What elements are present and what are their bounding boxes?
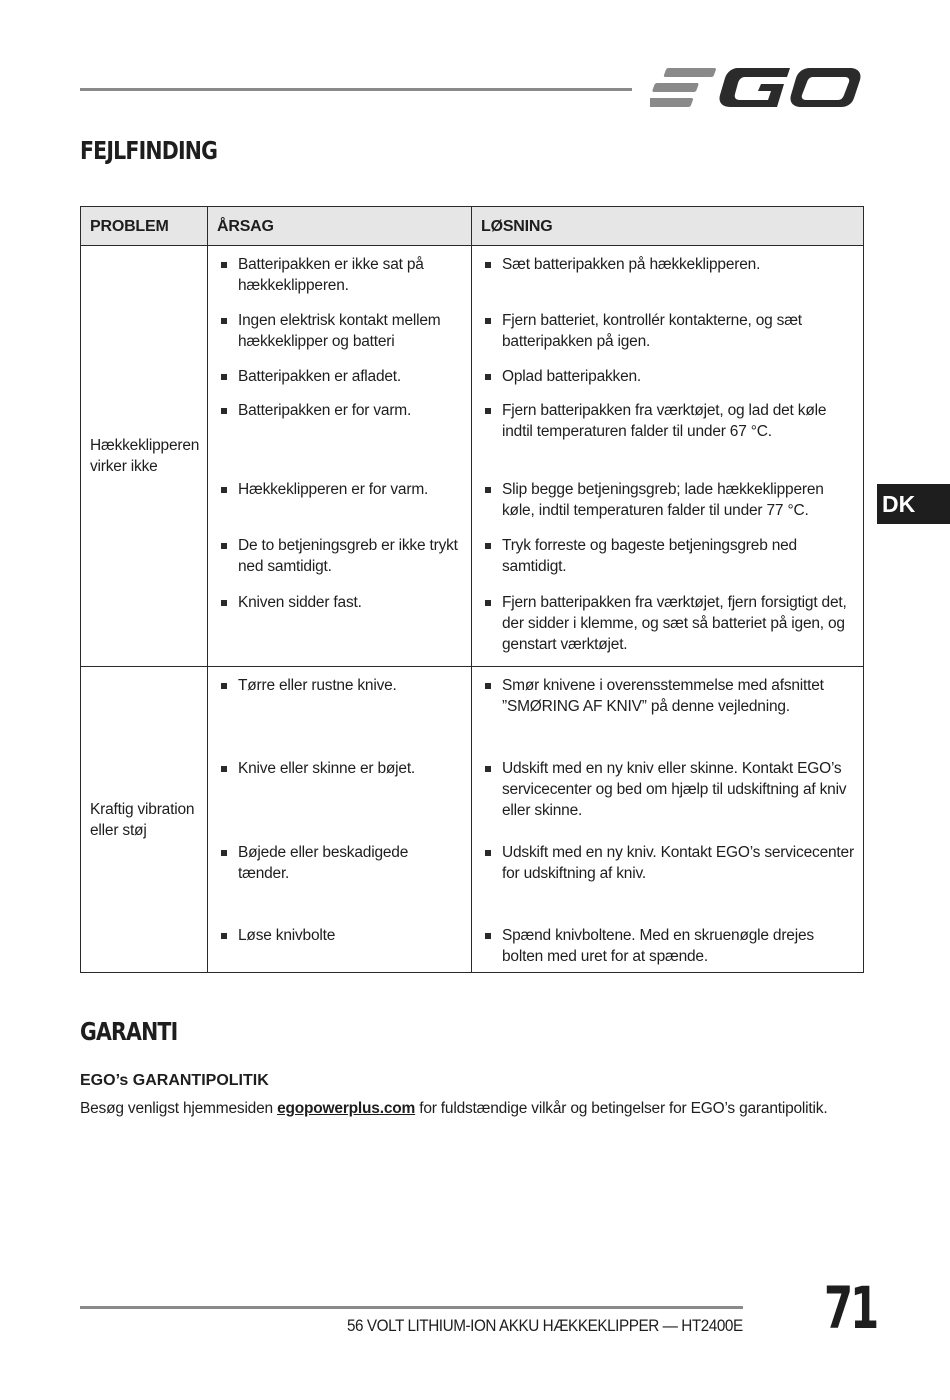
warranty-subheading: EGO’s GARANTIPOLITIK xyxy=(80,1072,269,1089)
bullet-icon xyxy=(485,683,491,689)
page-number: 71 xyxy=(824,1274,877,1342)
solution-text: Sæt batteripakken på hækkeklipperen. xyxy=(502,256,761,273)
cause-text: Batteripakken er afladet. xyxy=(238,368,402,385)
cause-item xyxy=(208,535,471,592)
cause-cell xyxy=(208,246,472,667)
problem-cell: Hækkeklipperen virker ikke xyxy=(81,246,208,667)
solution-text: Smør knivene i overensstemmelse med afsnittet ”SMØRING AF KNIV” på denne vejledning. xyxy=(502,677,824,715)
header-solution: LØSNING xyxy=(472,207,864,246)
cause-text: Batteripakken er for varm. xyxy=(238,402,412,419)
solution-text: Tryk forreste og bageste betjeningsgreb ned samtidigt. xyxy=(502,537,797,575)
cause-item xyxy=(208,842,471,925)
solution-cell xyxy=(472,667,864,973)
cause-text: Batteripakken er ikke sat på hækkeklipperen. xyxy=(238,256,424,294)
problem-cell: Kraftig vibration eller støj xyxy=(81,667,208,973)
warranty-text-before: Besøg venligst hjemmesiden xyxy=(80,1100,278,1117)
solution-item xyxy=(472,400,863,479)
cause-item xyxy=(208,925,471,946)
bullet-icon xyxy=(485,408,491,414)
cause-item xyxy=(208,675,471,758)
solution-text: Udskift med en ny kniv eller skinne. Kontakt EGO’s servicecenter og bed om hjælp til udskiftning af kniv eller skinne. xyxy=(502,760,847,819)
solution-text: Fjern batteriet, kontrollér kontakterne, og sæt batteripakken på igen. xyxy=(502,312,802,350)
bullet-icon xyxy=(221,600,227,606)
bullet-icon xyxy=(485,374,491,380)
solution-item xyxy=(472,479,863,535)
bullet-icon xyxy=(485,543,491,549)
solution-text: Udskift med en ny kniv. Kontakt EGO’s servicecenter for udskiftning af kniv. xyxy=(502,844,854,882)
solution-item xyxy=(472,758,863,842)
warranty-text xyxy=(80,1100,827,1118)
solution-text: Oplad batteripakken. xyxy=(502,368,642,385)
cause-text: De to betjeningsgreb er ikke trykt ned samtidigt. xyxy=(238,537,458,575)
warranty-link[interactable]: egopowerplus.com xyxy=(277,1100,416,1117)
solution-item xyxy=(472,675,863,758)
solution-text: Fjern batteripakken fra værktøjet, og lad det køle indtil temperaturen falder til under 67 °C. xyxy=(502,402,827,440)
header-problem: PROBLEM xyxy=(81,207,208,246)
solution-item xyxy=(472,254,863,310)
cause-text: Tørre eller rustne knive. xyxy=(238,677,397,694)
cause-item xyxy=(208,479,471,535)
cause-text: Ingen elektrisk kontakt mellem hækkeklipper og batteri xyxy=(238,312,441,350)
bullet-icon xyxy=(485,600,491,606)
header-rule xyxy=(80,88,632,91)
table-row xyxy=(81,667,864,973)
solution-text: Slip begge betjeningsgreb; lade hækkeklipperen køle, indtil temperaturen falder til under 77 °C. xyxy=(502,481,824,519)
cause-text: Bøjede eller beskadigede tænder. xyxy=(238,844,409,882)
solution-text: Fjern batteripakken fra værktøjet, fjern forsigtigt det, der sidder i klemme, og sæt så batteriet på igen, og genstart værktøjet. xyxy=(502,594,847,653)
warranty-text-after: for fuldstændige vilkår og betingelser for EGO’s garantipolitik. xyxy=(415,1100,828,1117)
bullet-icon xyxy=(221,543,227,549)
bullet-icon xyxy=(485,487,491,493)
solution-item xyxy=(472,310,863,366)
table-row xyxy=(81,246,864,667)
ego-logo xyxy=(650,64,862,112)
cause-text: Løse knivbolte xyxy=(238,927,336,944)
cause-item xyxy=(208,758,471,842)
cause-item xyxy=(208,366,471,400)
bullet-icon xyxy=(221,408,227,414)
solution-item xyxy=(472,925,863,967)
cause-text: Hækkeklipperen er for varm. xyxy=(238,481,429,498)
bullet-icon xyxy=(485,850,491,856)
footer-product: 56 VOLT LITHIUM-ION AKKU HÆKKEKLIPPER — HT2400E xyxy=(347,1316,743,1335)
solution-text: Spænd knivboltene. Med en skruenøgle drejes bolten med uret for at spænde. xyxy=(502,927,814,965)
bullet-icon xyxy=(221,766,227,772)
solution-item xyxy=(472,842,863,925)
bullet-icon xyxy=(221,683,227,689)
solution-cell xyxy=(472,246,864,667)
table-header-row xyxy=(81,207,864,246)
solution-item xyxy=(472,535,863,592)
header-cause: ÅRSAG xyxy=(208,207,472,246)
bullet-icon xyxy=(485,933,491,939)
cause-item xyxy=(208,400,471,479)
troubleshooting-table xyxy=(80,206,864,973)
solution-item xyxy=(472,592,863,655)
warranty-title: GARANTI xyxy=(80,1017,178,1046)
footer-rule xyxy=(80,1306,743,1309)
cause-text: Knive eller skinne er bøjet. xyxy=(238,760,416,777)
bullet-icon xyxy=(221,318,227,324)
cause-item xyxy=(208,254,471,310)
bullet-icon xyxy=(221,933,227,939)
cause-text: Kniven sidder fast. xyxy=(238,594,362,611)
bullet-icon xyxy=(485,262,491,268)
bullet-icon xyxy=(221,374,227,380)
bullet-icon xyxy=(221,850,227,856)
cause-item xyxy=(208,592,471,613)
bullet-icon xyxy=(221,262,227,268)
bullet-icon xyxy=(485,766,491,772)
bullet-icon xyxy=(221,487,227,493)
cause-item xyxy=(208,310,471,366)
ego-logo-icon xyxy=(650,64,862,112)
bullet-icon xyxy=(485,318,491,324)
solution-item xyxy=(472,366,863,400)
cause-cell xyxy=(208,667,472,973)
language-tab: DK xyxy=(877,484,950,524)
troubleshooting-title: FEJLFINDING xyxy=(80,136,218,165)
